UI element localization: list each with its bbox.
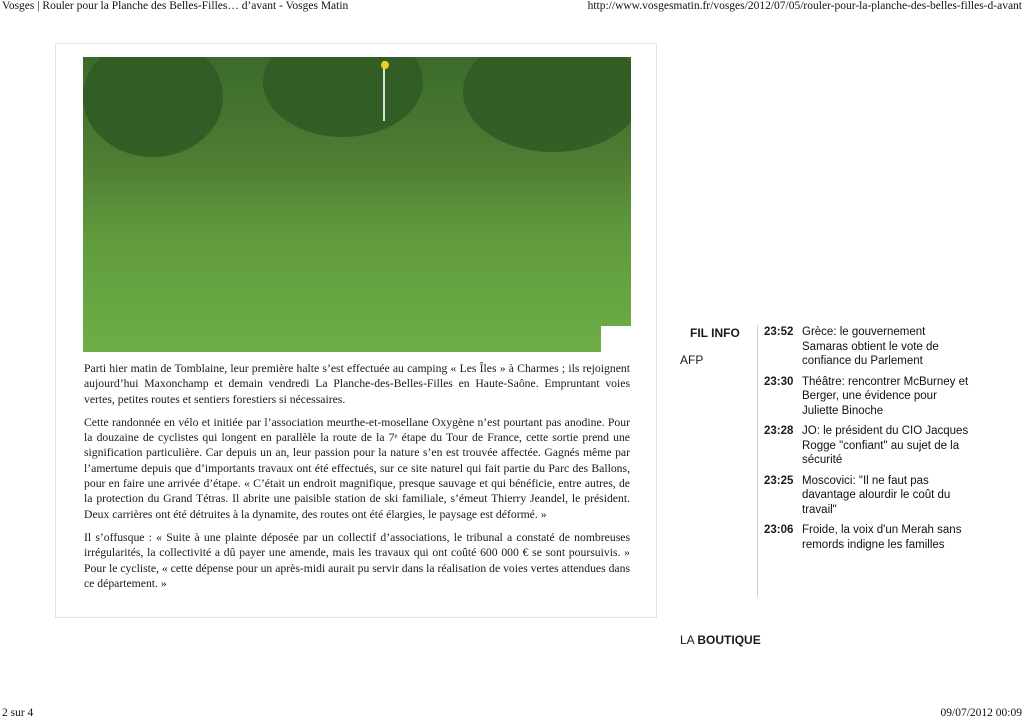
news-item[interactable]: [764, 375, 970, 419]
print-header: [0, 0, 1024, 16]
photo-foliage: [83, 57, 223, 157]
news-headline[interactable]: Théâtre: rencontrer McBurney et Berger, une évidence pour Juliette Binoche: [802, 375, 969, 417]
fil-info-title: FIL INFO: [690, 326, 740, 340]
news-item[interactable]: [764, 474, 970, 518]
news-headline[interactable]: Froide, la voix d'un Merah sans remords indigne les familles: [802, 524, 962, 551]
fil-info-widget: [672, 325, 972, 597]
print-footer: [0, 707, 1024, 723]
news-headline[interactable]: JO: le président du CIO Jacques Rogge "confiant" au sujet de la sécurité: [802, 425, 969, 466]
news-item[interactable]: [764, 325, 970, 369]
article-photo: [83, 57, 631, 352]
photo-foliage: [263, 57, 423, 137]
fil-info-divider: [757, 325, 758, 597]
news-time: 23:28: [764, 425, 794, 437]
news-item[interactable]: [764, 424, 970, 468]
boutique-prefix: LA: [680, 633, 695, 647]
boutique-name: BOUTIQUE: [697, 633, 761, 647]
article-paragraph: Cette randonnée en vélo et initiée par l’association meurthe-et-mosellane Oxygène n’est pourtant pas anodine. Pour la douzaine de cyclistes qui longent en parallèle la route de la 7ᵉ étape du Tour de France, cette sortie prend une signification particulière. Car depuis un an, leur passion pour la nature s’en est trouvée affectée. Gagnés même par l’amertume depuis que d’importants travaux ont été effectués, sur ce site naturel qui fait partie du Parc des Ballons, pour en faire une arrivée d’étape. « C’était un endroit magnifique, presque sauvage et qui bénéficie, entre autres, de la protection du Grand Tétras. Il abrite une paisible station de ski familiale, s’émeut Thierry Jeandel, le président. Deux carrières ont été détruites à la dynamite, des routes ont été élargies, le paysage est déformé. »: [84, 415, 630, 521]
news-item[interactable]: [764, 523, 970, 552]
news-headline[interactable]: Grèce: le gouvernement Samaras obtient le vote de confiance du Parlement: [802, 326, 939, 367]
photo-foliage: [463, 57, 631, 152]
article-paragraph: Parti hier matin de Tomblaine, leur première halte s’est effectuée au camping « Les Îles » à Charmes ; ils rejoignent aujourd’hui Maxonchamp et demain vendredi La Planche-des-Belles-Filles en Haute-Saône. Empruntant voies vertes, petites routes et sentiers forestiers si nécessaires.: [84, 362, 630, 406]
photo-corner: [601, 326, 631, 352]
page-title: Vosges | Rouler pour la Planche des Belles-Filles… d’avant - Vosges Matin: [2, 0, 349, 12]
fil-info-list: [764, 325, 970, 558]
article-body: [84, 361, 630, 599]
news-time: 23:52: [764, 326, 794, 338]
print-datetime: 09/07/2012 00:09: [940, 707, 1022, 719]
page-url: http://www.vosgesmatin.fr/vosges/2012/07/05/rouler-pour-la-planche-des-belles-filles-d-avant: [587, 0, 1022, 12]
boutique-heading[interactable]: [680, 633, 761, 647]
photo-flag: [383, 61, 385, 121]
news-time: 23:25: [764, 474, 794, 487]
fil-info-agency: AFP: [680, 353, 704, 367]
news-time: 23:30: [764, 375, 794, 388]
news-headline[interactable]: Moscovici: "Il ne faut pas davantage alourdir le coût du travail": [802, 474, 951, 516]
page-number: 2 sur 4: [2, 707, 34, 719]
news-time: 23:06: [764, 524, 794, 536]
article-paragraph: Il s’offusque : « Suite à une plainte déposée par un collectif d’associations, le tribunal a constaté de nombreuses irrégularités, la collectivité a dû payer une amende, mais les travaux qui ont coûté 600 000 € se sont poursuivis. » Pour le cycliste, « cette dépense pour un après-midi aurait pu servir dans la réalisation de voies vertes attendues dans ce département. »: [84, 530, 630, 590]
